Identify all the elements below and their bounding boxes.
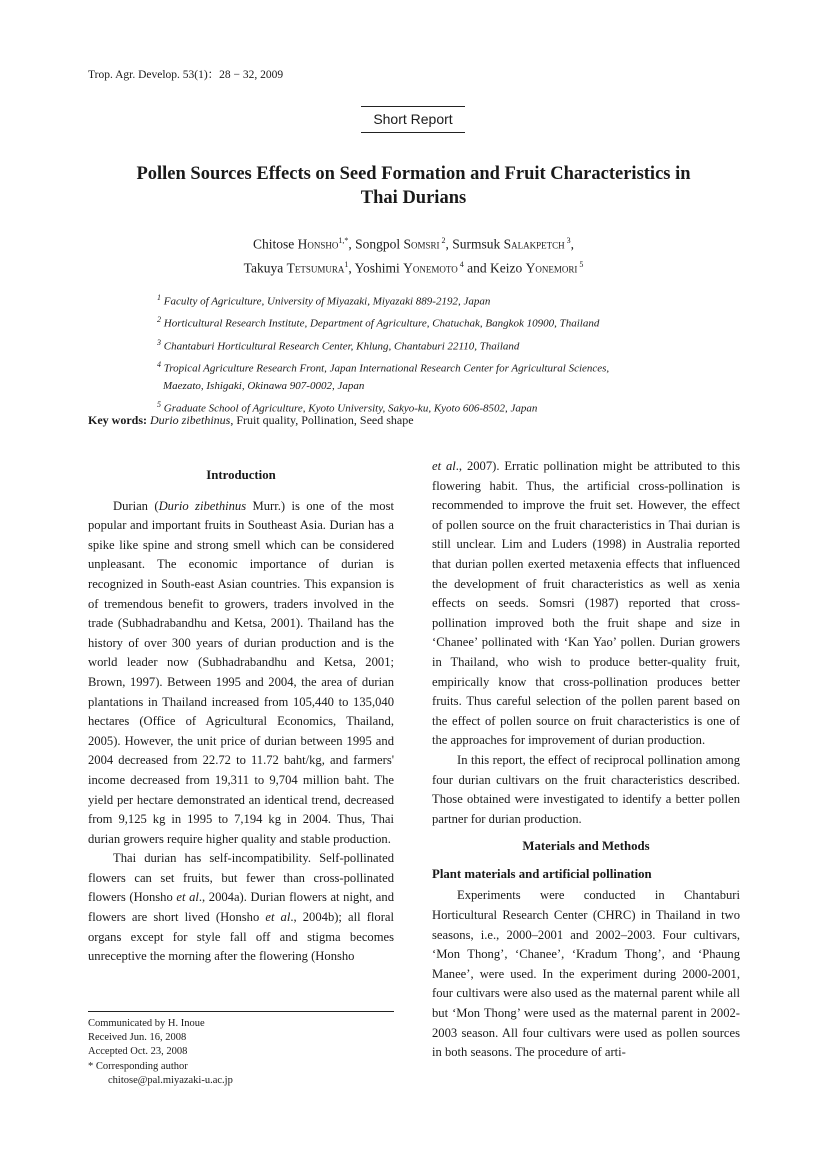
footnote-received: Received Jun. 16, 2008: [88, 1032, 187, 1044]
species-name: Durio zibethinus: [158, 498, 247, 513]
affiliation-number: 1: [157, 293, 161, 302]
intro-paragraph-2-continued: [432, 457, 740, 751]
author-affil-sup: 1,*: [338, 236, 349, 245]
affiliation-text: Horticultural Research Institute, Department of Agriculture, Chatuchak, Bangkok 10900, Thailand: [163, 318, 600, 331]
affiliation-number: 3: [157, 337, 161, 347]
footnote-communicated: Communicated by H. Inoue: [88, 1018, 205, 1029]
affiliation-list: [157, 289, 717, 419]
author-given: Takuya: [243, 260, 287, 275]
affiliation-number: 5: [157, 400, 161, 410]
author-given: Keizo: [489, 260, 526, 275]
author-family: Yonemori: [525, 260, 578, 275]
section-heading-introduction: Introduction: [206, 468, 276, 482]
footnote: [88, 1017, 233, 1088]
author-affil-sup: 5: [577, 259, 584, 269]
title-line-2: Thai Durians: [360, 188, 467, 208]
author-affil-sup: 1: [344, 259, 349, 269]
affiliation-text: Chantaburi Horticultural Research Center, Khlung, Chantaburi 22110, Thailand: [163, 340, 520, 353]
right-column: [432, 457, 740, 1063]
author-line-1: [80, 231, 747, 255]
author-affil-sup: 2: [439, 236, 446, 245]
report-type-label: Short Report: [361, 106, 465, 133]
author-family: Honsho: [297, 236, 339, 252]
author-family: Somsri: [403, 236, 440, 252]
author-affil-sup: 3: [564, 236, 571, 245]
text-run: ., 2004a). Durian flowers at night, and flowers are short lived (Honsho: [88, 890, 394, 925]
author-given: Songpol: [355, 236, 404, 252]
affiliation-item: [157, 311, 717, 333]
keywords-label: Key words:: [88, 413, 147, 427]
author-given: Yoshimi: [354, 260, 404, 275]
intro-paragraph-1: [88, 497, 394, 850]
et-al: et al: [265, 910, 291, 925]
affiliation-item: [157, 289, 717, 311]
author-given: Surmsuk: [452, 236, 504, 252]
methods-paragraph-1: Experiments were conducted in Chantaburi Horticultural Research Center (CHRC) in Thailand in two seasons, i.e., 2000–2001 and 2002–2003. Four cultivars, ‘Mon Thong’, ‘Chanee’, ‘Kradum Thong’, and ‘Phaung Manee’, were used. In the experiment during 2000-2001, four cultivars were also used as the maternal parent while all but ‘Mon Thong’ were used as the maternal parent in 2002-2003 season. All four cultivars were used as pollen sources in both seasons. The procedure of arti-: [432, 888, 740, 1060]
affiliation-text: Graduate School of Agriculture, Kyoto University, Sakyo-ku, Kyoto 606-8502, Japan: [163, 402, 538, 415]
left-column: [88, 466, 394, 967]
intro-paragraph-2: [88, 849, 394, 967]
keywords-species: Durio zibethinus: [150, 413, 231, 427]
author-family: Yonemoto: [403, 260, 458, 275]
affiliation-item: [157, 356, 717, 378]
affiliation-number: 4: [157, 360, 161, 370]
affiliation-text: Faculty of Agriculture, University of Miyazaki, Miyazaki 889-2192, Japan: [163, 295, 491, 308]
author-separator: ,: [348, 260, 355, 275]
keywords-list: , Fruit quality, Pollination, Seed shape: [230, 413, 414, 427]
et-al: et al: [176, 890, 199, 905]
author-separator: and: [463, 260, 490, 275]
footnote-corresponding: * Corresponding author: [88, 1060, 188, 1072]
footnote-divider: [88, 1011, 394, 1012]
author-line-2: [80, 255, 747, 279]
affiliation-item: [157, 334, 717, 356]
author-family: Salakpetch: [503, 236, 565, 252]
author-affil-sup: 4: [457, 259, 464, 269]
journal-reference: Trop. Agr. Develop. 53(1)：28 − 32, 2009: [88, 69, 284, 81]
intro-paragraph-3: In this report, the effect of reciprocal pollination among four durian cultivars on the fruit characteristics described. Those obtained were investigated to identify a better pollen partner for durian production.: [432, 752, 740, 826]
text-run: Thai durian has self-incompatibility. Self-pollinated flowers can set fruits, but fewer than cross-pollinated flowers (Honsho: [88, 851, 394, 905]
author-list: [80, 231, 747, 278]
author-family: Tetsumura: [286, 260, 345, 275]
keywords: [88, 413, 414, 428]
paper-title: [80, 162, 747, 210]
author-email: chitose@pal.miyazaki-u.ac.jp: [108, 1074, 233, 1086]
author-given: Chitose: [252, 236, 298, 252]
author-separator: ,: [348, 236, 356, 252]
title-line-1: Pollen Sources Effects on Seed Formation and Fruit Characteristics in: [136, 164, 691, 184]
affiliation-text: Tropical Agriculture Research Front, Japan International Research Center for Agricultural Sciences,: [163, 362, 610, 375]
text-run: Durian (: [113, 498, 159, 513]
text-run: Murr.) is one of the most popular and important fruits in Southeast Asia. Durian has a spike like spine and strong smell which can be considered unpleasant. The economic importance of durian is recognized in South-east Asian countries. This expansion is of tremendous benefit to growers, traders involved in the trade (Subhadrabandhu and Ketsa, 2001). Thailand has the history of over 300 years of durian production and is the world leader now (Subhadrabandhu and Ketsa, 2001; Brown, 1997). Between 1995 and 2004, the area of durian plantations in Thailand increased from 105,440 to 135,040 hectares (Office of Agricultural Economics, Thailand, 2005). However, the unit price of durian between 1995 and 2004 decreased from 22.72 to 11.72 baht/kg, and farmers' income decreased from 19,311 to 9,704 million baht. The yield per hectare demonstrated an identical trend, decreased from 9,125 kg in 1995 to 7,194 kg in 2004. Thus, Thai durian growers require higher quality and stable production.: [88, 498, 394, 846]
author-separator: ,: [570, 236, 575, 252]
footnote-accepted: Accepted Oct. 23, 2008: [88, 1046, 188, 1058]
section-heading-methods: Materials and Methods: [522, 839, 650, 854]
text-run: ., 2004b); all floral organs except for style fall off and stigma becomes unreceptive the morning after the flowering (Honsho: [88, 910, 394, 964]
author-separator: ,: [445, 236, 453, 252]
text-run: ., 2007). Erratic pollination might be attributed to this flowering habit. Thus, the artificial cross-pollination is recommended to improve the fruit set. However, the effect of pollen source on the fruit characteristics in Thai durian is still unclear. Lim and Luders (1998) in Australia reported that durian pollen exerted metaxenia effects that influenced the development of fruit characteristics as well as xenia effects on seeds. Somsri (1987) reported that cross-pollination improved both the fruit shape and size in ‘Chanee’ pollinated with ‘Kan Yao’ pollen. Durian growers in Thailand, who wish to produce better-quality fruit, empirically know that cross-pollination produces better fruits. Thus careful selection of the pollen parent based on the effect of pollen source on fruit characteristics is one of the approaches for improvement of durian production.: [432, 459, 740, 748]
subsection-heading: Plant materials and artificial pollination: [432, 866, 652, 881]
et-al: et al: [432, 459, 456, 473]
affiliation-item: [157, 378, 717, 396]
affiliation-number: 2: [157, 315, 161, 325]
affiliation-text: Maezato, Ishigaki, Okinawa 907-0002, Japan: [163, 380, 365, 393]
